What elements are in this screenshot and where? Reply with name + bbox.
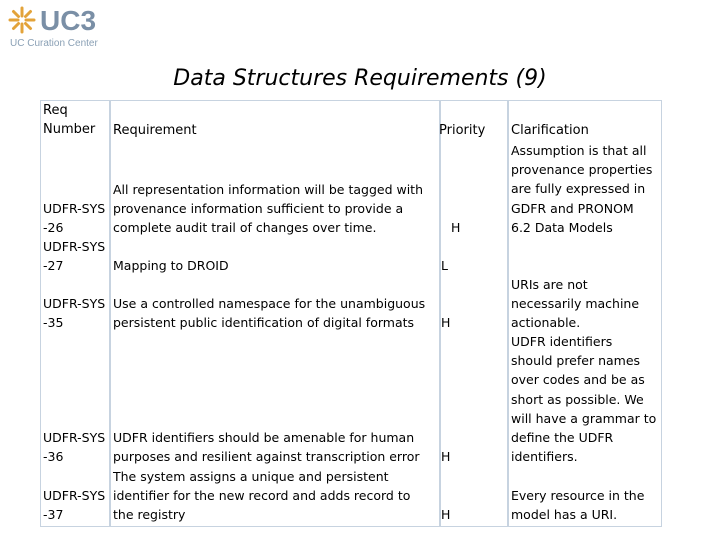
uc3-logo [8,4,118,50]
header-clarification: Clarification [511,123,589,138]
row-clarification: Every resource in the model has a URI. [511,488,645,523]
row-priority: H [451,220,461,235]
row-priority: H [441,315,451,330]
row-requirement: All representation information will be tagged with provenance information sufficient to provide a complete audit trail of changes over time. [113,182,423,236]
row-id: UDFR-SYS -37 [43,488,106,523]
row-clarification: Assumption is that all provenance properties are fully expressed in GDFR and PRONOM 6.2 Data Models [511,143,653,235]
row-priority: H [441,507,451,522]
requirements-table [40,100,662,527]
row-clarification: URIs are not necessarily machine actionable. [511,277,640,331]
row-priority: L [441,258,448,273]
row-requirement: Mapping to DROID [113,258,229,273]
row-id: UDFR-SYS -35 [43,296,106,331]
row-requirement: Use a controlled namespace for the unambiguous persistent public identification of digital formats [113,296,426,331]
column-divider [109,101,111,526]
row-id: UDFR-SYS -27 [43,239,106,274]
column-divider [507,101,509,526]
row-id: UDFR-SYS -36 [43,430,106,465]
row-requirement: The system assigns a unique and persistent identifier for the new record and adds record to the registry [113,469,411,523]
header-priority: Priority [439,123,486,138]
sunburst-icon [8,6,36,34]
logo-subtitle: UC Curation Center [10,38,98,49]
row-clarification: UDFR identifiers should prefer names over codes and be as short as possible. We will have a grammar to define the UDFR identifiers. [511,334,657,465]
header-requirement: Requirement [113,123,197,138]
row-id: UDFR-SYS -26 [43,201,106,236]
row-requirement: UDFR identifiers should be amenable for human purposes and resilient against transcription error [113,430,420,465]
row-priority: H [441,449,451,464]
logo-brand: UC3 [40,5,97,36]
header-req-number: Req Number [43,103,96,138]
slide-title: Data Structures Requirements (9) [173,66,547,91]
